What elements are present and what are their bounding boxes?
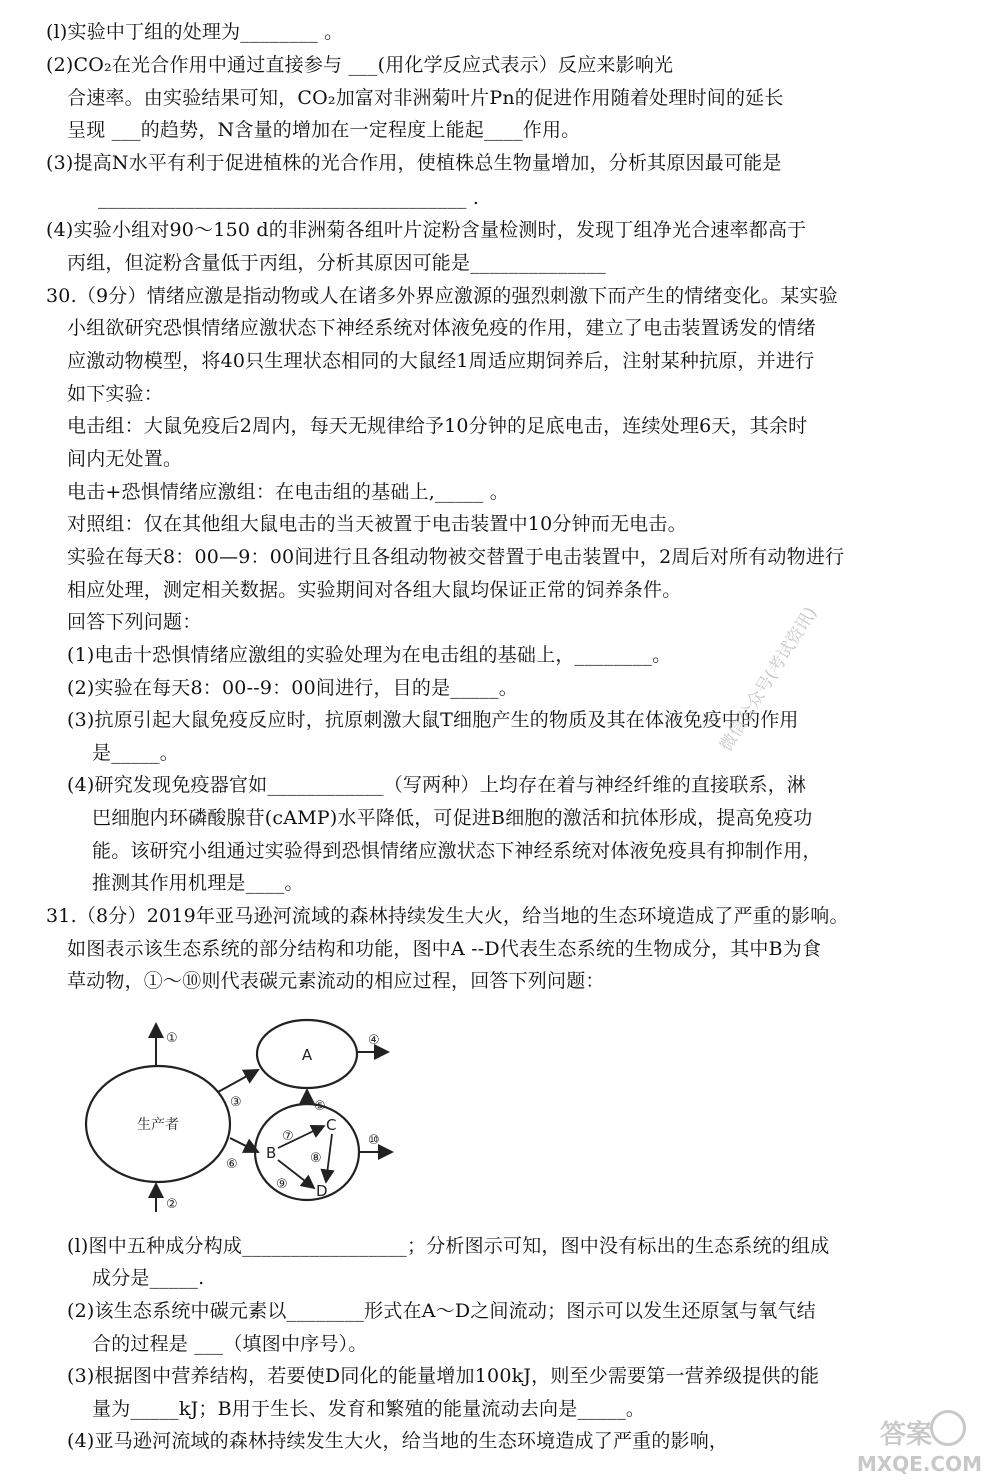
arrow-6: [230, 1138, 258, 1152]
text-line: 如下实验：: [67, 383, 164, 405]
node-a-label: A: [301, 1046, 313, 1064]
text-line: 对照组：仅在其他组大鼠电击的当天被置于电击装置中10分钟而无电击。: [67, 513, 687, 535]
text-line: 31.（8分）2019年亚马逊河流域的森林持续发生大火，给当地的生态环境造成了严重的影响。: [46, 905, 849, 927]
ecosystem-carbon-flow-diagram: [70, 1012, 410, 1222]
logo-circle-icon: [930, 1410, 966, 1446]
text-line: 相应处理，测定相关数据。实验期间对各组大鼠均保证正常的饲养条件。: [67, 579, 682, 601]
text-line: 合速率。由实验结果可知，CO₂加富对非洲菊叶片Pn的促进作用随着处理时间的延长: [67, 87, 784, 109]
text-line: (4)研究发现免疫器官如____________（写两种）上均存在着与神经纤维的直接联系，淋: [67, 774, 807, 796]
text-line: (1)电击十恐惧情绪应激组的实验处理为在电击组的基础上，________。: [67, 644, 672, 666]
text-line: 推测其作用机理是____。: [92, 872, 304, 894]
label-5: ⑤: [314, 1099, 326, 1114]
label-1: ①: [166, 1031, 178, 1046]
logo-url-text: MXQE.COM: [856, 1452, 982, 1476]
text-line: (2)该生态系统中碳元素以________形式在A～D之间流动；图示可以发生还原氢与氧气结: [67, 1300, 816, 1322]
text-line: 巴细胞内环磷酸腺苷(cAMP)水平降低，可促进B细胞的激活和抗体形成，提高免疫功: [92, 807, 813, 829]
label-8: ⑧: [310, 1151, 322, 1166]
text-line: (3)提高N水平有利于促进植株的光合作用，使植株总生物量增加，分析其原因最可能是: [46, 152, 782, 174]
label-7: ⑦: [282, 1129, 294, 1144]
text-line: 30.（9分）情绪应激是指动物或人在诸多外界应激源的强烈刺激下而产生的情绪变化。某实验: [46, 285, 838, 307]
node-d-label: D: [316, 1182, 328, 1200]
text-line: (3)根据图中营养结构，若要使D同化的能量增加100kJ，则至少需要第一营养级提供的能: [67, 1365, 820, 1387]
arrow-8: [326, 1134, 332, 1182]
text-line: 如图表示该生态系统的部分结构和功能，图中A --D代表生态系统的生物成分，其中B为食: [67, 938, 822, 960]
text-line: (2)实验在每天8：00--9：00间进行，目的是_____。: [67, 677, 518, 699]
text-line: 电击+恐惧情绪应激组：在电击组的基础上,_____ 。: [67, 481, 509, 503]
text-line: 呈现 ___的趋势，N含量的增加在一定程度上能起____作用。: [67, 119, 581, 141]
text-line: 回答下列问题：: [67, 611, 202, 633]
text-line: (3)抗原引起大鼠免疫反应时，抗原刺激大鼠T细胞产生的物质及其在体液免疫中的作用: [67, 709, 799, 731]
site-logo: [817, 1410, 992, 1480]
text-line: 应激动物模型，将40只生理状态相同的大鼠经1周适应期饲养后，注射某种抗原，并进行: [67, 350, 815, 372]
text-line: (2)CO₂在光合作用中通过直接参与 ___(用化学反应式表示）反应来影响光: [46, 54, 674, 76]
text-line: 电击组：大鼠免疫后2周内，每天无规律给予10分钟的足底电击，连续处理6天，其余时: [67, 415, 808, 437]
text-line: ______________________________________ .: [98, 187, 480, 209]
text-line: (l)实验中丁组的处理为________ 。: [46, 21, 344, 43]
label-3: ③: [230, 1095, 242, 1110]
label-9: ⑨: [276, 1177, 288, 1192]
text-line: (4)实验小组对90～150 d的非洲菊各组叶片淀粉含量检测时，发现丁组净光合速率都高于: [46, 219, 807, 241]
text-line: 合的过程是 ___（填图中序号）。: [92, 1333, 368, 1355]
text-line: 草动物，①～⑩则代表碳元素流动的相应过程，回答下列问题：: [67, 970, 605, 992]
text-line: 成分是_____.: [92, 1267, 205, 1289]
text-line: (4)亚马逊河流域的森林持续发生大火，给当地的生态环境造成了严重的影响，: [67, 1430, 729, 1452]
text-line: 量为_____kJ；B用于生长、发育和繁殖的能量流动去向是_____。: [92, 1398, 646, 1420]
label-10: ⑩: [368, 1133, 380, 1148]
producer-label: 生产者: [137, 1117, 179, 1133]
watermark-text: 微信公众号(考试资讯): [716, 603, 822, 756]
logo-big-text: 答案: [879, 1420, 932, 1450]
text-line: 丙组，但淀粉含量低于丙组，分析其原因可能是______________: [67, 252, 607, 274]
text-line: 能。该研究小组通过实验得到恐惧情绪应激状态下神经系统对体液免疫具有抑制作用，: [92, 840, 822, 862]
text-line: 是_____。: [92, 742, 179, 764]
arrow-3: [218, 1070, 258, 1092]
node-b-label: B: [266, 1144, 277, 1162]
label-4: ④: [368, 1033, 380, 1048]
label-6: ⑥: [226, 1157, 238, 1172]
text-line: 间内无处置。: [67, 448, 183, 470]
text-line: 小组欲研究恐惧情绪应激状态下神经系统对体液免疫的作用，建立了电击装置诱发的情绪: [67, 317, 816, 339]
text-line: 实验在每天8：00—9：00间进行且各组动物被交替置于电击装置中，2周后对所有动物进行: [67, 546, 845, 568]
text-line: (l)图中五种成分构成_________________；分析图示可知，图中没有标出的生态系统的组成: [67, 1235, 830, 1257]
node-c-label: C: [326, 1116, 337, 1134]
label-2: ②: [166, 1197, 178, 1212]
